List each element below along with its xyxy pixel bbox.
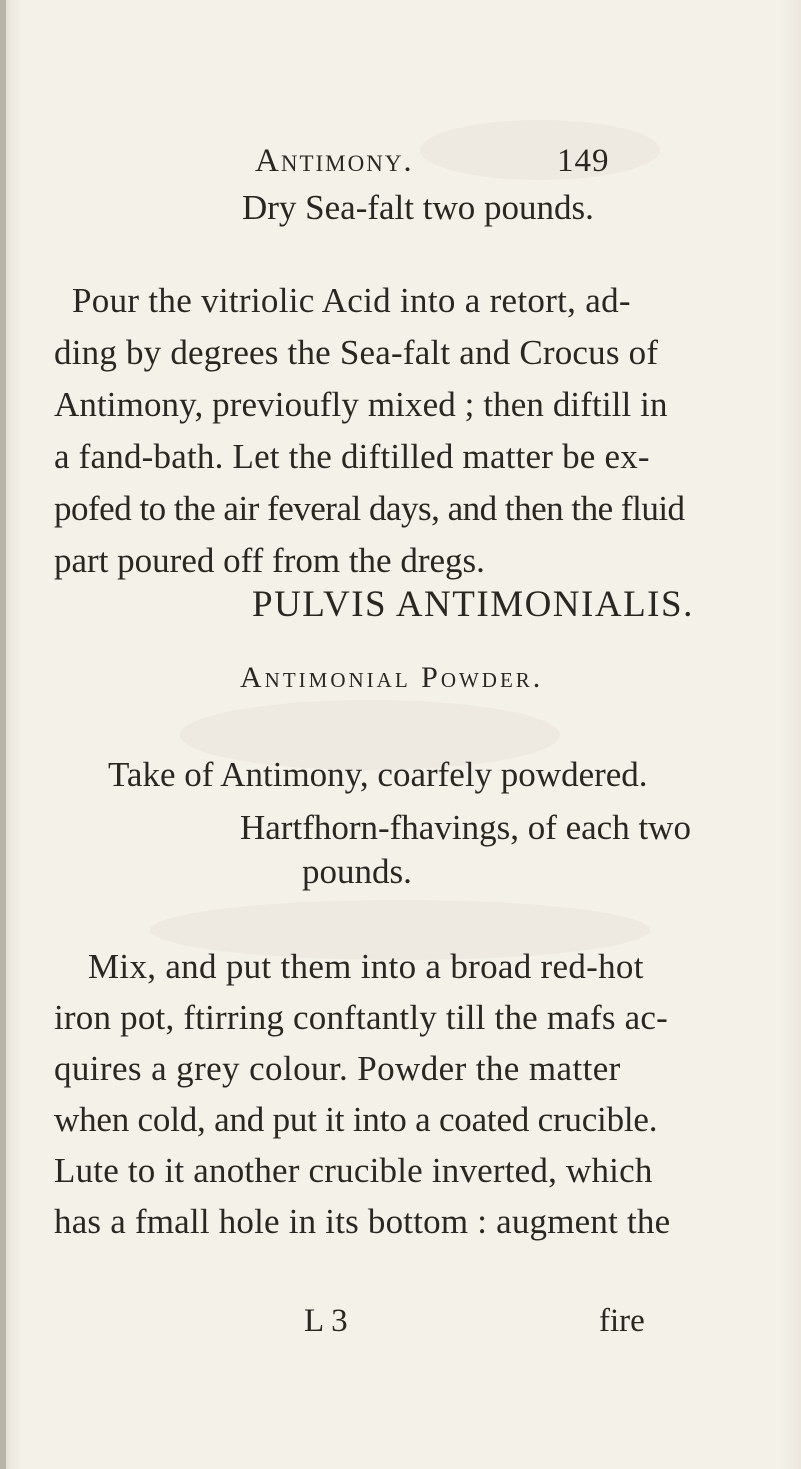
- catchword: fire: [599, 1303, 645, 1339]
- text-line: Pour the vitriolic Acid into a retort, ad-: [72, 281, 631, 320]
- signature-mark: L 3: [304, 1303, 348, 1339]
- text-line: Mix, and put them into a broad red-hot: [88, 947, 644, 986]
- page-spine-edge: [0, 0, 6, 1469]
- text-line: part poured off from the dregs.: [54, 541, 485, 580]
- text-line: a fand-bath. Let the diftilled matter be ex-: [54, 437, 650, 476]
- text-line: iron pot, ftirring conftantly till the mafs ac-: [54, 998, 668, 1037]
- text-line: Dry Sea-falt two pounds.: [242, 188, 594, 227]
- text-line: ding by degrees the Sea-falt and Crocus of: [54, 333, 659, 372]
- recipe-line: Hartfhorn-fhavings, of each two: [240, 808, 691, 847]
- recipe-line: pounds.: [302, 852, 412, 891]
- recipe-line: Take of Antimony, coarfely powdered.: [108, 755, 648, 794]
- text-line: quires a grey colour. Powder the matter: [54, 1049, 621, 1088]
- paper-stain: [420, 120, 660, 180]
- page-number: 149: [557, 143, 610, 179]
- text-line: Antimony, previoufly mixed ; then diftill in: [54, 385, 668, 424]
- section-title: PULVIS ANTIMONIALIS.: [252, 584, 694, 625]
- text-line: Lute to it another crucible inverted, which: [54, 1151, 653, 1190]
- text-line: pofed to the air feveral days, and then the fluid: [54, 489, 685, 528]
- text-line: when cold, and put it into a coated crucible.: [54, 1100, 658, 1139]
- section-subtitle: Antimonial Powder.: [240, 661, 544, 694]
- text-line: has a fmall hole in its bottom : augment the: [54, 1202, 671, 1241]
- running-title: Antimony.: [255, 143, 414, 179]
